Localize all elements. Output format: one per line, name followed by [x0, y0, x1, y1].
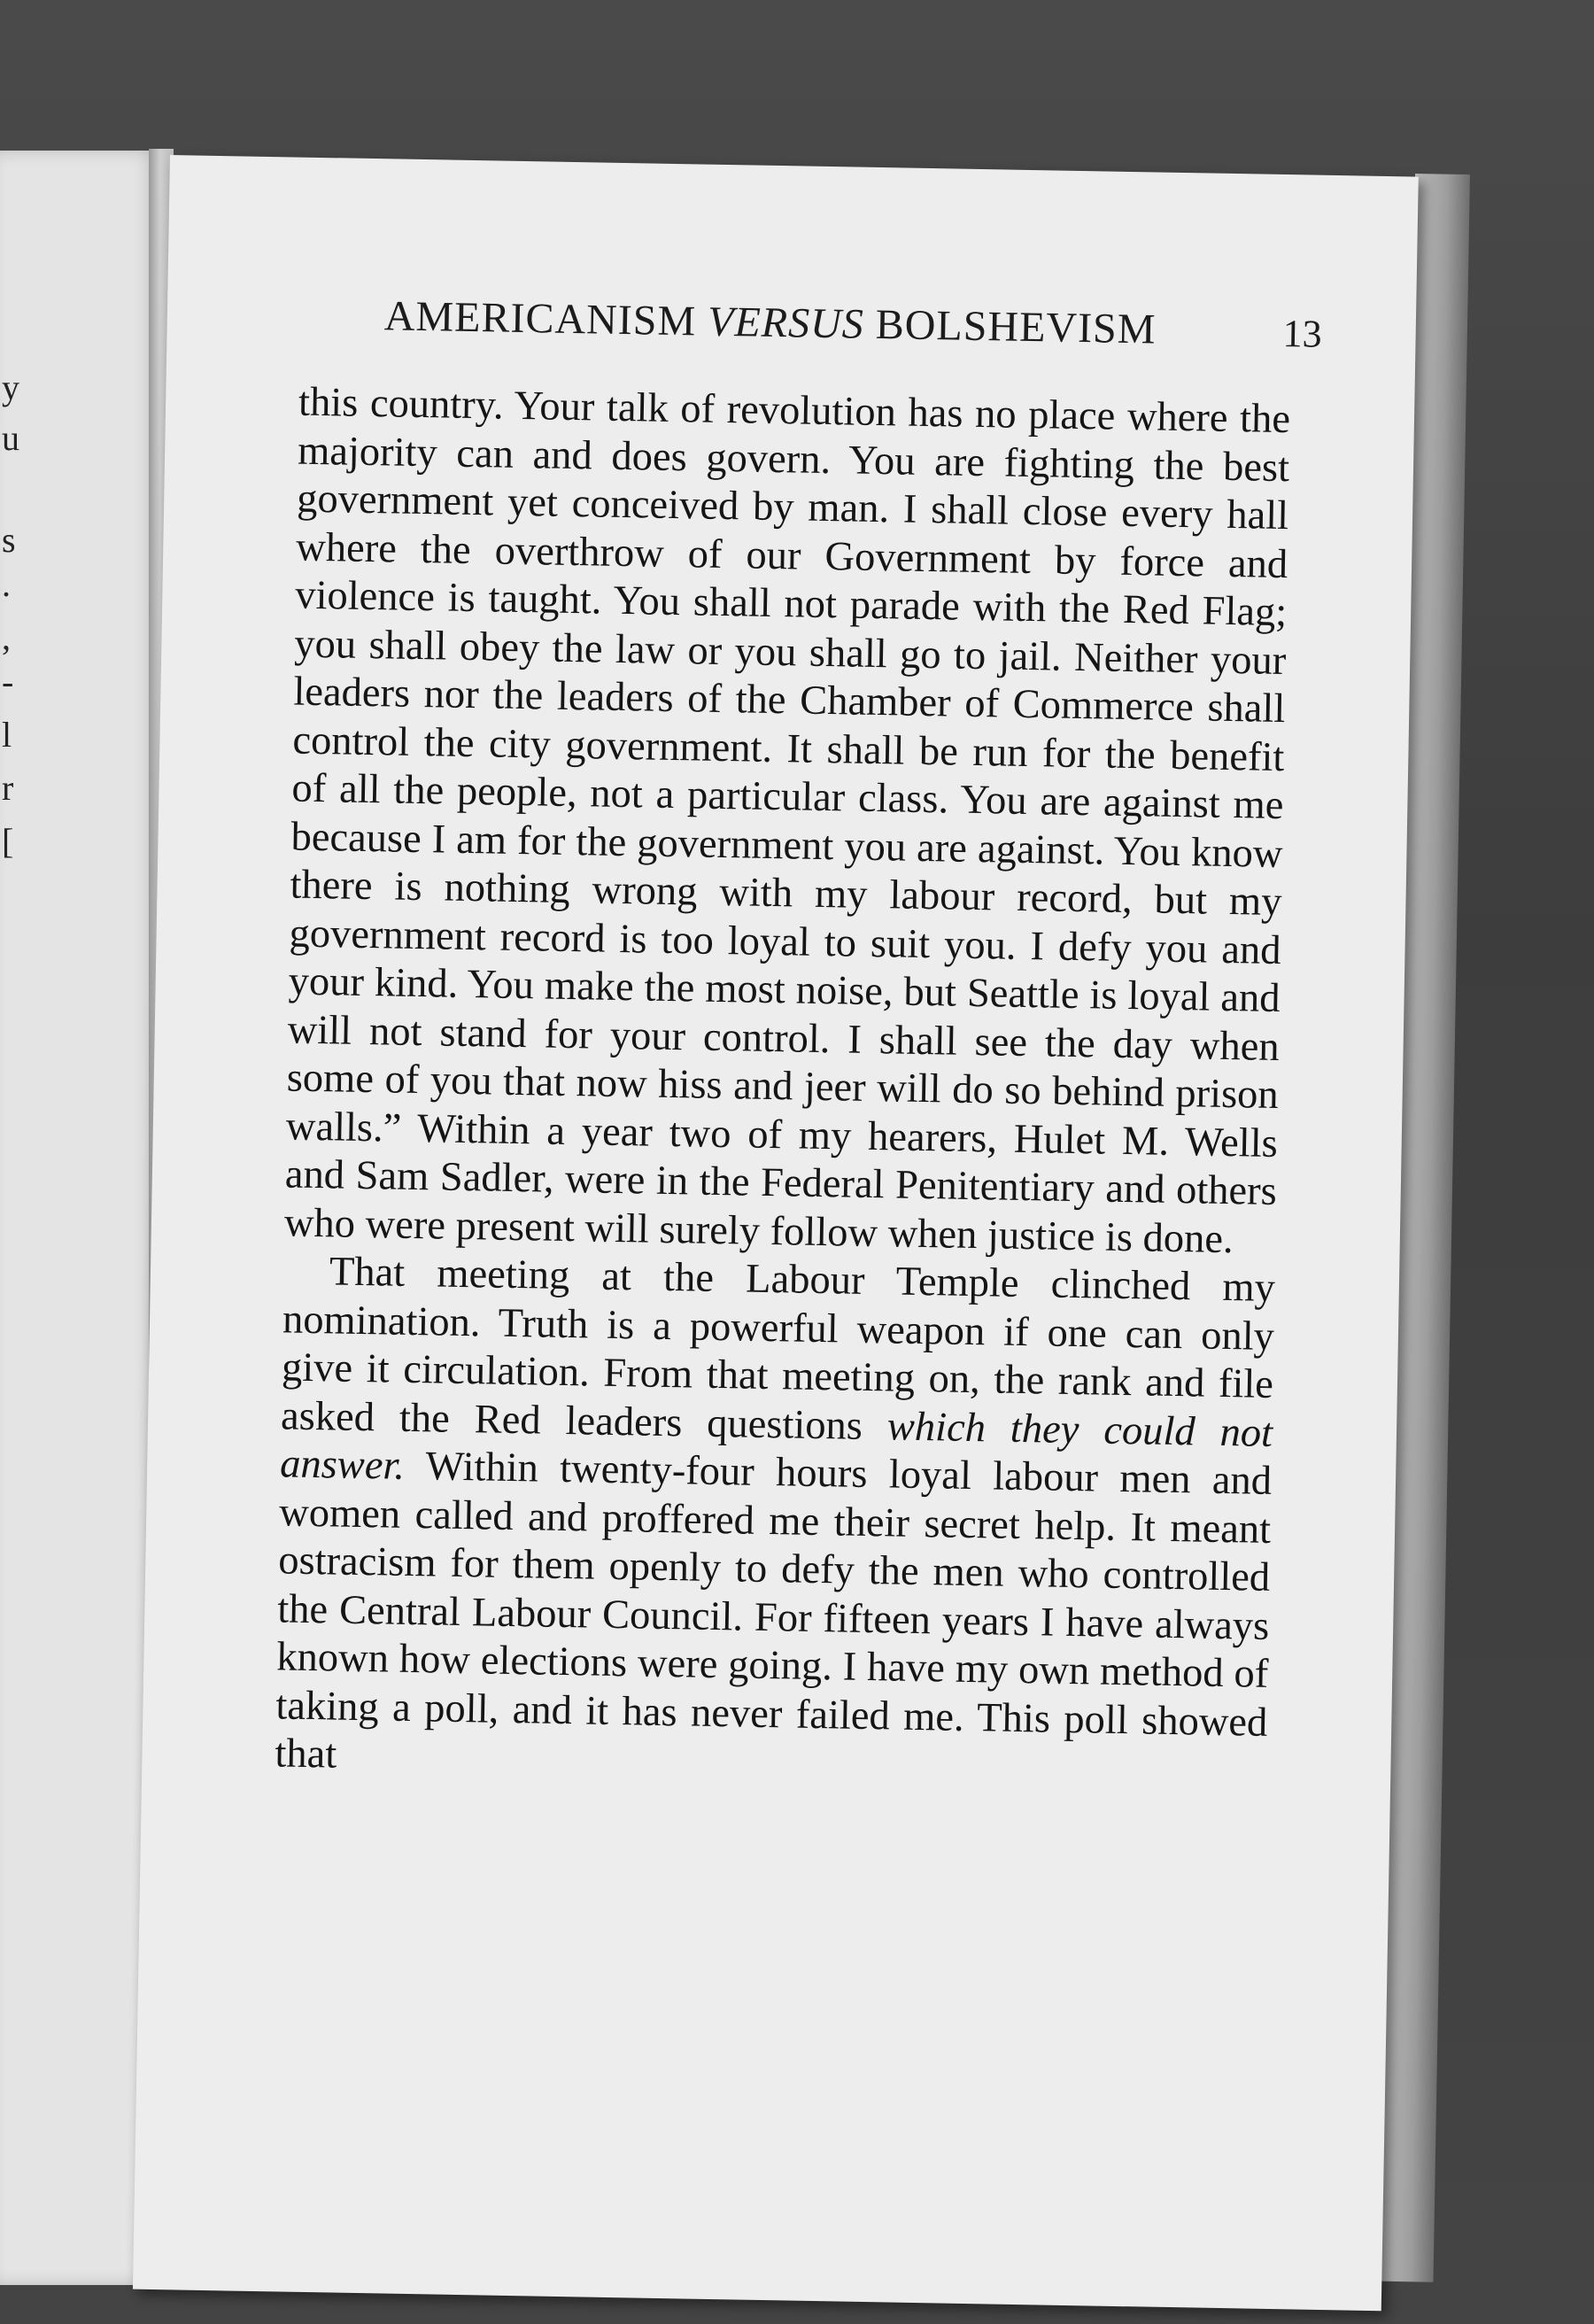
left-page-fragment: [ [2, 821, 14, 861]
paragraph-text: Within twenty-four hours loyal labour men and women called and proffered me their secret help. It meant ostracism for them openly to defy the men who controlled the Central Labour Council. For fifteen years I have always known how elections were going. I have my own method of taking a poll, and it has never failed me. This poll showed that [275, 1443, 1273, 1778]
running-head [383, 291, 1323, 356]
left-page-fragment: . [2, 564, 11, 604]
running-head-part1: AMERICANISM [383, 292, 708, 345]
book-page [133, 155, 1419, 2311]
paragraph [275, 1247, 1275, 1795]
left-page-fragment: y [2, 368, 19, 407]
running-head-italic: VERSUS [707, 298, 865, 348]
left-page-fragment: u [2, 418, 19, 458]
italic-phrase: which they could not answer. [279, 1403, 1273, 1489]
page-body [275, 379, 1290, 1796]
running-head-part2: BOLSHEVISM [863, 300, 1157, 353]
left-page-fragment: l [2, 715, 12, 755]
paragraph-text: That meeting at the Labour Temple clinched my nomination. Truth is a powerful weapon if one can only give it circulation. From that meeting on, the rank and file asked the Red leaders questions [280, 1249, 1276, 1449]
previous-page [0, 151, 158, 2285]
page-number: 13 [1282, 311, 1323, 356]
left-page-fragment: s [2, 520, 16, 560]
left-page-fragment: , [2, 617, 11, 657]
left-page-fragment: - [2, 662, 14, 701]
paragraph: this country. Your talk of revolution has no place where the majority can and does govern. You are fighting the best government yet conceived by man. I shall close every hall where the overthrow of our Government by force and violence is taught. You shall not parade with the Red Flag; you shall obey the law or you shall go to jail. Neither your leaders nor the leaders of the Chamber of Commerce shall control the city government. It shall be run for the benefit of all the people, not a particular class. You are against me because I am for the government you are against. You know there is nothing wrong with my labour record, but my government record is too loyal to suit you. I defy you and your kind. You make the most noise, but Seattle is loyal and will not stand for your control. I shall see the day when some of you that now hiss and jeer will do so behind prison walls.” Within a year two of my hearers, Hulet M. Wells and Sam Sadler, were in the Federal Penitentiary and others who were present will surely follow when justice is done. [283, 379, 1291, 1262]
left-page-fragment: r [2, 768, 14, 808]
